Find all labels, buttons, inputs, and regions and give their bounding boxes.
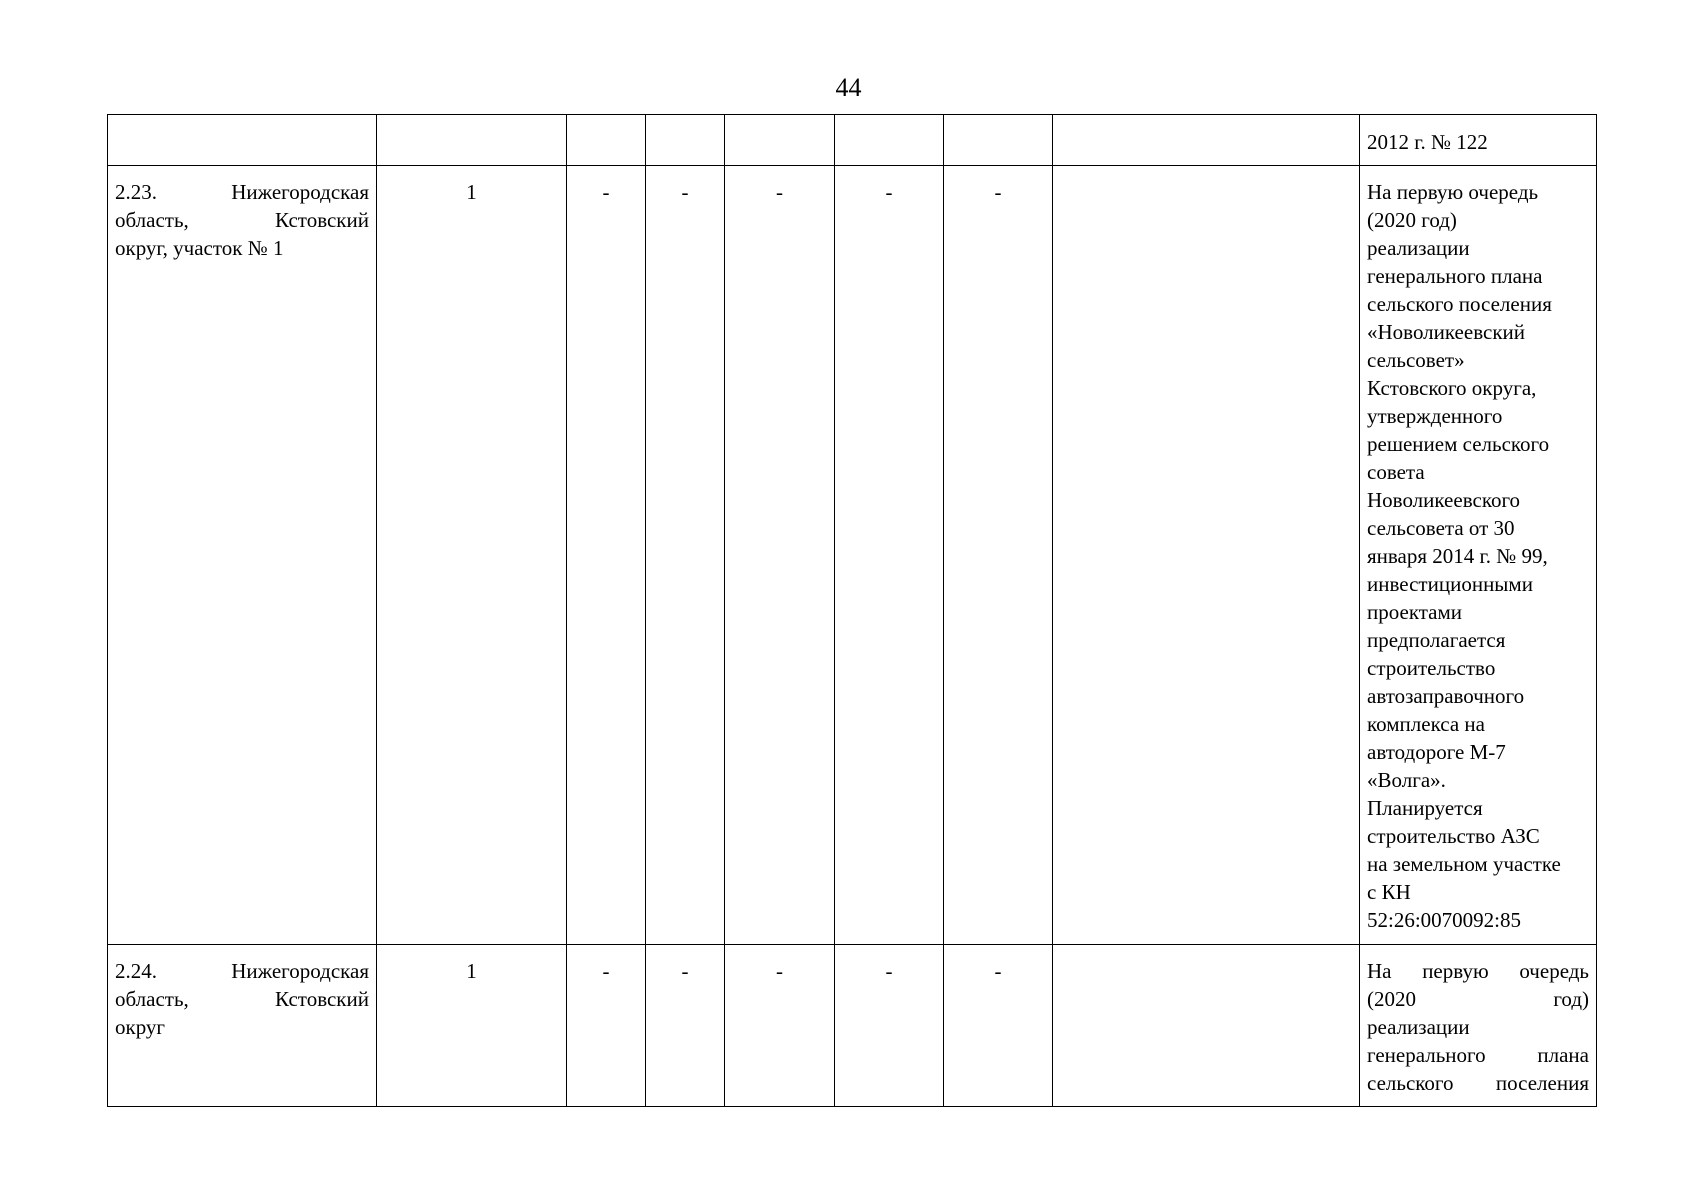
value-cell [567, 115, 646, 166]
count-cell [377, 115, 567, 166]
value-cell: - [725, 945, 835, 1107]
value-cell [944, 115, 1053, 166]
page-number: 44 [835, 73, 862, 102]
place-text: 2.24. Нижегородская область, Кстовский округ [115, 959, 369, 1039]
value-cell: - [567, 945, 646, 1107]
table-row [108, 115, 1597, 166]
value-cell: - [835, 945, 944, 1107]
value-cell [835, 115, 944, 166]
table-row [108, 166, 1597, 945]
value-cell [646, 115, 725, 166]
value-cell: - [944, 166, 1053, 945]
document-table [107, 114, 1597, 1107]
value-cell: - [835, 166, 944, 945]
empty-cell [1053, 945, 1360, 1107]
empty-cell [1053, 115, 1360, 166]
value-cell [725, 115, 835, 166]
value-cell: - [944, 945, 1053, 1107]
count-cell: 1 [377, 166, 567, 945]
place-text: 2.23. Нижегородская область, Кстовский округ, участок № 1 [115, 180, 369, 260]
note-cell [1360, 945, 1597, 1107]
place-cell [108, 945, 377, 1107]
value-cell: - [646, 945, 725, 1107]
empty-cell [1053, 166, 1360, 945]
note-cell: 2012 г. № 122 [1360, 115, 1597, 166]
note-text: На первую очередь (2020 год) реализации генерального плана сельского поселения «Новоликеевский сельсовет» Кстовского округа, утвержденного решением сельского совета Новоликеевского сельсовета от 30 января 2014 г. № 99, инвестиционными проектами предполагается строительство автозаправочного комплекса на автодороге М-7 «Волга». Планируется строительство АЗС на земельном участке с КН 52:26:0070092:85 [1367, 180, 1561, 932]
value-cell: - [646, 166, 725, 945]
note-text: На первую очередь (2020 год) реализации генерального плана сельского поселения [1367, 959, 1589, 1095]
table-row [108, 945, 1597, 1107]
count-cell: 1 [377, 945, 567, 1107]
value-cell: - [725, 166, 835, 945]
note-cell [1360, 166, 1597, 945]
place-cell [108, 115, 377, 166]
place-cell [108, 166, 377, 945]
value-cell: - [567, 166, 646, 945]
